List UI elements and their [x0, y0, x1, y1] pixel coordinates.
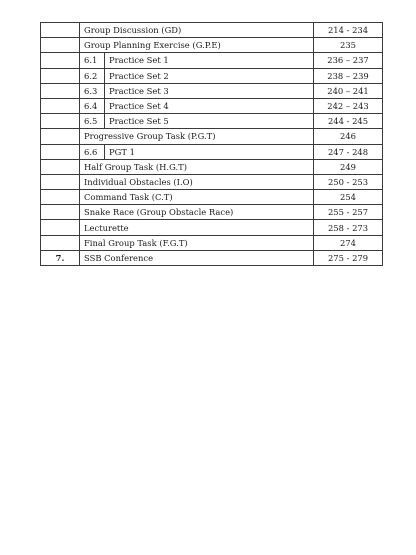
chapter-number: [41, 235, 80, 250]
entry-title: Command Task (C.T): [80, 190, 314, 205]
entry-title: Snake Race (Group Obstacle Race): [80, 205, 314, 220]
chapter-number: [41, 114, 80, 129]
entry-title: Practice Set 5: [105, 114, 314, 129]
section-number: 6.4: [80, 98, 105, 113]
page-range: 250 - 253: [314, 174, 383, 189]
section-number: 6.3: [80, 83, 105, 98]
table-row: [41, 38, 383, 53]
table-row: [41, 53, 383, 68]
table-row: [41, 250, 383, 265]
entry-title: PGT 1: [105, 144, 314, 159]
entry-title: Group Planning Exercise (G.P.E): [80, 38, 314, 53]
entry-title: Practice Set 4: [105, 98, 314, 113]
chapter-number: [41, 190, 80, 205]
chapter-number: [41, 174, 80, 189]
entry-title: Practice Set 3: [105, 83, 314, 98]
page-range: 214 - 234: [314, 23, 383, 38]
chapter-number: [41, 23, 80, 38]
chapter-number: [41, 220, 80, 235]
table-row: [41, 129, 383, 144]
page-range: 258 - 273: [314, 220, 383, 235]
entry-title: Individual Obstacles (I.O): [80, 174, 314, 189]
page-range: 236 – 237: [314, 53, 383, 68]
page-range: 244 - 245: [314, 114, 383, 129]
section-number: 6.1: [80, 53, 105, 68]
entry-title: Lecturette: [80, 220, 314, 235]
entry-title: SSB Conference: [80, 250, 314, 265]
entry-title: Final Group Task (F.G.T): [80, 235, 314, 250]
table-row: [41, 159, 383, 174]
chapter-number: 7.: [41, 250, 80, 265]
table-of-contents: [40, 22, 383, 266]
page-range: 247 - 248: [314, 144, 383, 159]
entry-title: Half Group Task (H.G.T): [80, 159, 314, 174]
entry-title: Progressive Group Task (P.G.T): [80, 129, 314, 144]
page-range: 238 – 239: [314, 68, 383, 83]
entry-title: Practice Set 1: [105, 53, 314, 68]
table-row: [41, 174, 383, 189]
chapter-number: [41, 68, 80, 83]
page-range: 246: [314, 129, 383, 144]
section-number: 6.5: [80, 114, 105, 129]
page-range: 254: [314, 190, 383, 205]
chapter-number: [41, 159, 80, 174]
chapter-number: [41, 83, 80, 98]
chapter-number: [41, 144, 80, 159]
chapter-number: [41, 53, 80, 68]
table-row: [41, 144, 383, 159]
table-row: [41, 205, 383, 220]
page-range: 249: [314, 159, 383, 174]
page-range: 255 - 257: [314, 205, 383, 220]
section-number: 6.6: [80, 144, 105, 159]
table-row: [41, 83, 383, 98]
chapter-number: [41, 98, 80, 113]
table-row: [41, 190, 383, 205]
page-range: 274: [314, 235, 383, 250]
chapter-number: [41, 129, 80, 144]
chapter-number: [41, 205, 80, 220]
page-range: 242 – 243: [314, 98, 383, 113]
page-range: 235: [314, 38, 383, 53]
chapter-number: [41, 38, 80, 53]
table-row: [41, 114, 383, 129]
page-range: 240 – 241: [314, 83, 383, 98]
table-row: [41, 23, 383, 38]
table-row: [41, 220, 383, 235]
section-number: 6.2: [80, 68, 105, 83]
entry-title: Practice Set 2: [105, 68, 314, 83]
entry-title: Group Discussion (GD): [80, 23, 314, 38]
table-row: [41, 98, 383, 113]
table-row: [41, 68, 383, 83]
table-row: [41, 235, 383, 250]
page-range: 275 - 279: [314, 250, 383, 265]
